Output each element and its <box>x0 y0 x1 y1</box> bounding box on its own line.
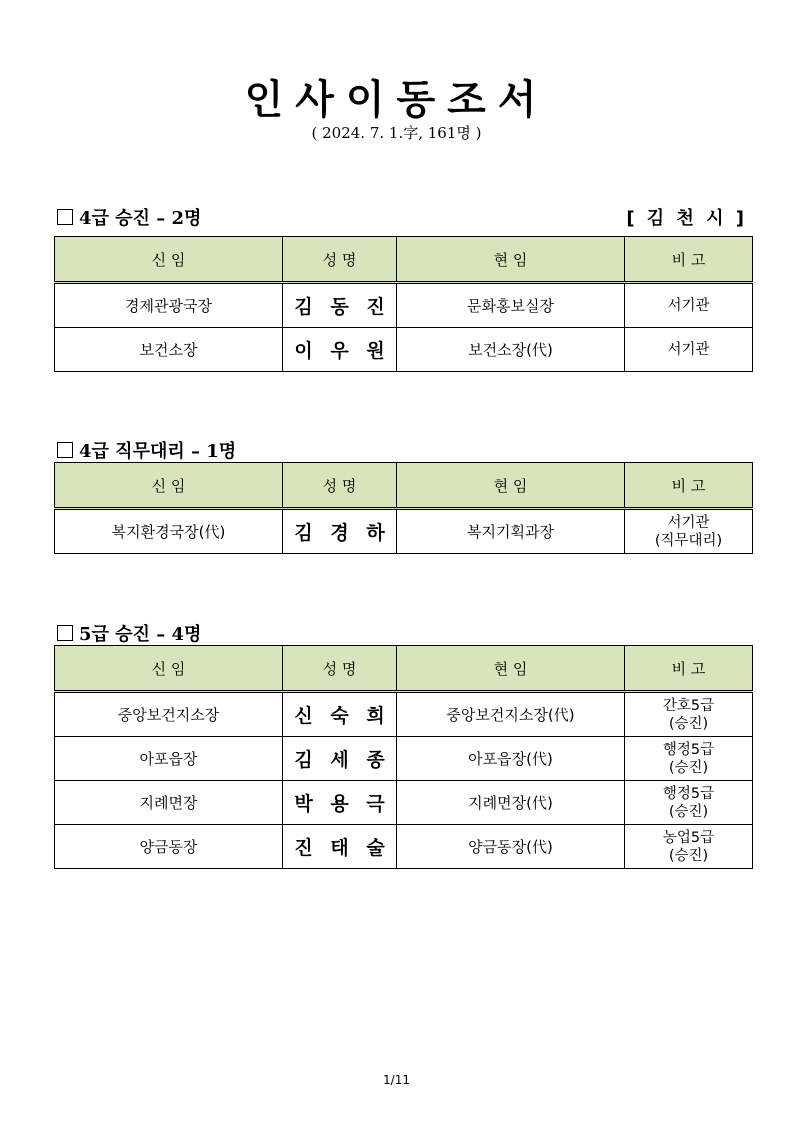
new-post: 경제관광국장 <box>55 283 283 328</box>
section-title: 5급 승진 – 4명 <box>79 624 202 645</box>
note: 행정5급 (승진) <box>625 781 753 825</box>
person-name: 김 세 종 <box>283 737 397 781</box>
note: 서기관 <box>625 283 753 328</box>
current-post: 양금동장(代) <box>397 825 625 869</box>
current-post: 문화홍보실장 <box>397 283 625 328</box>
header-note: 비 고 <box>625 237 753 283</box>
checkbox-square-icon <box>57 625 73 641</box>
note: 서기관 (직무대리) <box>625 509 753 554</box>
document-date: ( 2024. 7. 1.字, 161명 ) <box>311 124 482 142</box>
note: 서기관 <box>625 328 753 372</box>
table-row <box>55 737 753 781</box>
checkbox-square-icon <box>57 209 73 225</box>
section-title: 4급 직무대리 – 1명 <box>79 441 237 462</box>
table-4grade-promotion <box>54 236 753 372</box>
person-name: 이 우 원 <box>283 328 397 372</box>
header-note: 비 고 <box>625 646 753 692</box>
header-new-post: 신 임 <box>55 646 283 692</box>
note: 농업5급 (승진) <box>625 825 753 869</box>
checkbox-square-icon <box>57 442 73 458</box>
note: 간호5급 (승진) <box>625 692 753 737</box>
section-heading-4grade-promotion <box>57 204 747 230</box>
person-name: 진 태 술 <box>283 825 397 869</box>
new-post: 아포읍장 <box>55 737 283 781</box>
header-new-post: 신 임 <box>55 237 283 283</box>
region-label: [ 김 천 시 ] <box>626 208 747 229</box>
header-current-post: 현 임 <box>397 646 625 692</box>
new-post: 지례면장 <box>55 781 283 825</box>
header-name: 성 명 <box>283 646 397 692</box>
section-title: 4급 승진 – 2명 <box>79 208 202 229</box>
section-heading-5grade-promotion <box>57 620 747 646</box>
header-current-post: 현 임 <box>397 237 625 283</box>
table-4grade-acting <box>54 462 753 554</box>
header-note: 비 고 <box>625 463 753 509</box>
header-name: 성 명 <box>283 463 397 509</box>
person-name: 김 동 진 <box>283 283 397 328</box>
table-5grade-promotion <box>54 645 753 869</box>
new-post: 양금동장 <box>55 825 283 869</box>
current-post: 중앙보건지소장(代) <box>397 692 625 737</box>
table-row <box>55 328 753 372</box>
person-name: 신 숙 희 <box>283 692 397 737</box>
page-number: 1/11 <box>383 1073 410 1087</box>
new-post: 보건소장 <box>55 328 283 372</box>
table-row <box>55 283 753 328</box>
current-post: 아포읍장(代) <box>397 737 625 781</box>
header-name: 성 명 <box>283 237 397 283</box>
person-name: 박 용 극 <box>283 781 397 825</box>
header-current-post: 현 임 <box>397 463 625 509</box>
current-post: 복지기획과장 <box>397 509 625 554</box>
person-name: 김 경 하 <box>283 509 397 554</box>
table-row <box>55 825 753 869</box>
table-row <box>55 509 753 554</box>
table-row <box>55 692 753 737</box>
new-post: 중앙보건지소장 <box>55 692 283 737</box>
current-post: 보건소장(代) <box>397 328 625 372</box>
note: 행정5급 (승진) <box>625 737 753 781</box>
table-row <box>55 781 753 825</box>
new-post: 복지환경국장(代) <box>55 509 283 554</box>
section-heading-4grade-acting <box>57 437 747 463</box>
header-new-post: 신 임 <box>55 463 283 509</box>
document-title: 인사이동조서 <box>244 77 549 123</box>
current-post: 지례면장(代) <box>397 781 625 825</box>
